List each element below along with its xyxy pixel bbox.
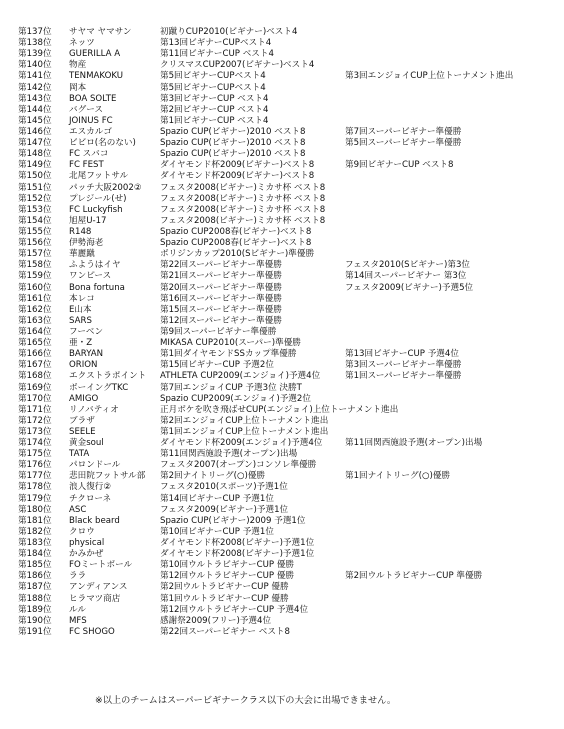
achievement-primary: Spazio CUP(ビギナー)2010 ベスト8 bbox=[160, 138, 306, 149]
team-name: ルル bbox=[69, 604, 86, 615]
ranking-row bbox=[0, 271, 564, 282]
team-name: アンディアンス bbox=[69, 582, 128, 593]
achievement-primary: 第13回ビギナーCUPベスト4 bbox=[160, 38, 272, 49]
team-name: パッチ大阪2002② bbox=[69, 182, 142, 193]
achievement-primary: 第1回ダイヤモンドSSカップ準優勝 bbox=[160, 349, 297, 360]
achievement-primary: 第10回ウルトラビギナーCUP 優勝 bbox=[160, 560, 295, 571]
team-name: physical bbox=[69, 538, 105, 549]
rank-label: 第147位 bbox=[18, 138, 52, 149]
ranking-row bbox=[0, 549, 564, 560]
rank-label: 第182位 bbox=[18, 526, 52, 537]
achievement-primary: 初蹴りCUP2010(ビギナー)ベスト4 bbox=[160, 27, 298, 37]
team-name: R148 bbox=[69, 226, 92, 237]
ranking-row bbox=[0, 383, 564, 394]
achievement-primary: フェスタ2008(ビギナー)ミカサ杯 ベスト8 bbox=[160, 193, 326, 204]
achievement-primary: フェスタ2010(スポーツ)予選1位 bbox=[160, 482, 288, 493]
rank-label: 第154位 bbox=[18, 215, 52, 226]
rank-label: 第159位 bbox=[18, 271, 52, 282]
achievement-primary: フェスタ2008(ビギナー)ミカサ杯 ベスト8 bbox=[160, 204, 326, 215]
rank-label: 第173位 bbox=[18, 426, 52, 437]
achievement-primary: 第12回スーパービギナー準優勝 bbox=[160, 315, 282, 326]
achievement-primary: 第12回ウルトラビギナーCUP 優勝 bbox=[160, 571, 295, 582]
team-name: SEELE bbox=[69, 426, 96, 437]
achievement-primary: ボリジンカップ2010(Sビギナー)準優勝 bbox=[160, 249, 315, 260]
ranking-row bbox=[0, 582, 564, 593]
ranking-row bbox=[0, 71, 564, 82]
achievement-secondary: フェスタ2009(ビギナー)予選5位 bbox=[345, 282, 474, 293]
ranking-row bbox=[0, 438, 564, 449]
team-name: ORION bbox=[69, 360, 98, 371]
team-name: ボーイングTKC bbox=[69, 382, 129, 393]
achievement-primary: ダイヤモンド杯2009(ビギナー)ベスト8 bbox=[160, 160, 315, 171]
rank-label: 第139位 bbox=[18, 49, 52, 60]
achievement-primary: 第16回スーパービギナー準優勝 bbox=[160, 293, 282, 304]
achievement-primary: 第9回スーパービギナー準優勝 bbox=[160, 326, 277, 337]
achievement-primary: Spazio CUP(ビギナー)2009 予選1位 bbox=[160, 515, 306, 526]
rank-label: 第165位 bbox=[18, 338, 52, 349]
team-name: 本レコ bbox=[69, 293, 95, 304]
achievement-primary: 第22回スーパービギナー準優勝 bbox=[160, 260, 282, 271]
ranking-row bbox=[0, 94, 564, 105]
achievement-primary: 第20回スーパービギナー準優勝 bbox=[160, 282, 282, 293]
rank-label: 第158位 bbox=[18, 260, 52, 271]
ranking-row bbox=[0, 460, 564, 471]
ranking-row bbox=[0, 60, 564, 71]
rank-label: 第179位 bbox=[18, 493, 52, 504]
team-name: E山本 bbox=[69, 304, 92, 315]
achievement-primary: ダイヤモンド杯2009(ビギナー)ベスト8 bbox=[160, 171, 315, 182]
rank-label: 第167位 bbox=[18, 360, 52, 371]
rank-label: 第169位 bbox=[18, 382, 52, 393]
team-name: BOA SOLTE bbox=[69, 93, 117, 104]
achievement-primary: Spazio CUP2008春(ビギナー)ベスト8 bbox=[160, 226, 312, 237]
achievement-primary: Spazio CUP(ビギナー)2010 ベスト8 bbox=[160, 149, 306, 160]
achievement-secondary: 第1回ナイトリーグ(○)優勝 bbox=[345, 471, 451, 482]
team-name: FC スバコ bbox=[69, 149, 109, 160]
rank-label: 第174位 bbox=[18, 438, 52, 449]
ranking-row bbox=[0, 138, 564, 149]
achievement-secondary: 第1回スーパービギナー準優勝 bbox=[345, 371, 462, 382]
rank-label: 第144位 bbox=[18, 104, 52, 115]
ranking-row bbox=[0, 371, 564, 382]
rank-label: 第186位 bbox=[18, 571, 52, 582]
team-name: 旭屋U-17 bbox=[69, 215, 107, 226]
achievement-primary: 第1回エンジョイCUP上位トーナメント進出 bbox=[160, 426, 329, 437]
rank-label: 第142位 bbox=[18, 82, 52, 93]
team-name: バグース bbox=[69, 104, 103, 115]
achievement-primary: 第12回ウルトラビギナーCUP 予選4位 bbox=[160, 604, 309, 615]
team-name: 伊勢海老 bbox=[69, 238, 104, 249]
achievement-primary: 第11回関西施設予選(オープン)出場 bbox=[160, 449, 298, 460]
achievement-primary: 第10回ビギナーCUP 予選1位 bbox=[160, 526, 274, 537]
ranking-row bbox=[0, 405, 564, 416]
rank-label: 第145位 bbox=[18, 115, 52, 126]
achievement-primary: フェスタ2009(ビギナー)予選1位 bbox=[160, 504, 289, 515]
ranking-row bbox=[0, 194, 564, 205]
rank-label: 第152位 bbox=[18, 193, 52, 204]
ranking-row bbox=[0, 505, 564, 516]
rank-label: 第161位 bbox=[18, 293, 52, 304]
ranking-row bbox=[0, 627, 564, 638]
team-name: クロウ bbox=[69, 526, 95, 537]
ranking-row bbox=[0, 116, 564, 127]
footer-note: ※以上のチームはスーパービギナークラス以下の大会に出場できません。 bbox=[95, 695, 397, 706]
ranking-row bbox=[0, 560, 564, 571]
rank-label: 第166位 bbox=[18, 349, 52, 360]
ranking-row bbox=[0, 183, 564, 194]
team-name: BARYAN bbox=[69, 349, 104, 360]
team-name: JOINUS FC bbox=[69, 115, 113, 126]
team-name: ブラザ bbox=[69, 415, 95, 426]
team-name: AMIGO bbox=[69, 393, 99, 404]
achievement-primary: 第14回ビギナーCUP 予選1位 bbox=[160, 493, 274, 504]
ranking-row bbox=[0, 216, 564, 227]
rank-label: 第172位 bbox=[18, 415, 52, 426]
team-name: Bona fortuna bbox=[69, 282, 125, 293]
team-name: 岡本 bbox=[69, 82, 87, 93]
rank-label: 第181位 bbox=[18, 515, 52, 526]
achievement-primary: 第22回スーパービギナー ベスト8 bbox=[160, 626, 290, 637]
team-name: ヒラマツ商店 bbox=[69, 593, 121, 604]
team-name: 黄金soul bbox=[69, 438, 104, 449]
rank-label: 第138位 bbox=[18, 38, 52, 49]
ranking-row bbox=[0, 594, 564, 605]
ranking-row bbox=[0, 160, 564, 171]
ranking-row bbox=[0, 27, 564, 38]
team-name: MFS bbox=[69, 615, 87, 626]
team-name: ワンピース bbox=[69, 271, 112, 282]
team-name: ララ bbox=[69, 571, 87, 582]
rank-label: 第143位 bbox=[18, 93, 52, 104]
team-name: ネッツ bbox=[69, 38, 95, 49]
rank-label: 第175位 bbox=[18, 449, 52, 460]
rank-label: 第190位 bbox=[18, 615, 52, 626]
achievement-primary: ダイヤモンド杯2009(エンジョイ)予選4位 bbox=[160, 438, 323, 449]
team-name: GUERILLA A bbox=[69, 49, 121, 60]
team-name: リノバティオ bbox=[69, 404, 119, 415]
team-name: サヤマ ヤマサン bbox=[69, 27, 132, 37]
team-name: 浪人復行② bbox=[69, 482, 112, 493]
rank-label: 第187位 bbox=[18, 582, 52, 593]
achievement-primary: 第2回エンジョイCUP上位トーナメント進出 bbox=[160, 415, 329, 426]
rank-label: 第157位 bbox=[18, 249, 52, 260]
ranking-row bbox=[0, 83, 564, 94]
rank-label: 第191位 bbox=[18, 626, 52, 637]
team-name: FC Luckyfish bbox=[69, 204, 123, 215]
achievement-secondary: 第7回スーパービギナー準優勝 bbox=[345, 126, 462, 137]
achievement-primary: 第1回ビギナーCUP ベスト4 bbox=[160, 115, 269, 126]
team-name: エスカルゴ bbox=[69, 126, 112, 137]
achievement-primary: ATHLETA CUP2009(エンジョイ)予選4位 bbox=[160, 371, 321, 382]
achievement-secondary: 第3回エンジョイCUP上位トーナメント進出 bbox=[345, 71, 514, 82]
team-name: TATA bbox=[69, 449, 90, 460]
ranking-row bbox=[0, 449, 564, 460]
achievement-primary: 第2回ナイトリーグ(○)優勝 bbox=[160, 471, 266, 482]
ranking-row bbox=[0, 49, 564, 60]
ranking-row bbox=[0, 149, 564, 160]
team-name: 物産 bbox=[69, 60, 87, 71]
achievement-primary: 第11回ビギナーCUP ベスト4 bbox=[160, 49, 274, 60]
rank-label: 第155位 bbox=[18, 226, 52, 237]
achievement-primary: 第15回ビギナーCUP 予選2位 bbox=[160, 360, 274, 371]
rank-label: 第137位 bbox=[18, 27, 52, 37]
rank-label: 第168位 bbox=[18, 371, 52, 382]
achievement-primary: フェスタ2008(ビギナー)ミカサ杯 ベスト8 bbox=[160, 182, 326, 193]
rank-label: 第184位 bbox=[18, 549, 52, 560]
achievement-primary: 第1回ウルトラビギナーCUP 優勝 bbox=[160, 593, 289, 604]
rank-label: 第149位 bbox=[18, 160, 52, 171]
rank-label: 第153位 bbox=[18, 204, 52, 215]
ranking-row bbox=[0, 249, 564, 260]
rank-label: 第178位 bbox=[18, 482, 52, 493]
achievement-primary: フェスタ2007(オープン)コンソレ準優勝 bbox=[160, 460, 317, 471]
team-name: TENMAKOKU bbox=[69, 71, 124, 82]
rank-label: 第183位 bbox=[18, 538, 52, 549]
achievement-secondary: 第3回スーパービギナー準優勝 bbox=[345, 360, 462, 371]
ranking-row bbox=[0, 127, 564, 138]
ranking-row bbox=[0, 316, 564, 327]
achievement-secondary: 第5回スーパービギナー準優勝 bbox=[345, 138, 462, 149]
rank-label: 第141位 bbox=[18, 71, 52, 82]
achievement-secondary: 第9回ビギナーCUP ベスト8 bbox=[345, 160, 454, 171]
team-name: FC FEST bbox=[69, 160, 104, 171]
team-name: かみかぜ bbox=[69, 549, 104, 560]
rank-label: 第164位 bbox=[18, 326, 52, 337]
ranking-row bbox=[0, 616, 564, 627]
achievement-primary: MIKASA CUP2010(スーパー)準優勝 bbox=[160, 338, 301, 349]
ranking-row bbox=[0, 360, 564, 371]
achievement-primary: 正月ボケを吹き飛ばせCUP(エンジョイ)上位トーナメント進出 bbox=[160, 404, 399, 415]
achievement-primary: ダイヤモンド杯2008(ビギナー)予選1位 bbox=[160, 549, 315, 560]
ranking-row bbox=[0, 171, 564, 182]
achievement-primary: フェスタ2008(ビギナー)ミカサ杯 ベスト8 bbox=[160, 215, 326, 226]
achievement-primary: ダイヤモンド杯2008(ビギナー)予選1位 bbox=[160, 538, 315, 549]
achievement-primary: 感謝祭2009(フリー)予選4位 bbox=[160, 615, 272, 626]
team-name: チクローネ bbox=[69, 493, 112, 504]
achievement-secondary: 第13回ビギナーCUP 予選4位 bbox=[345, 349, 459, 360]
ranking-row bbox=[0, 283, 564, 294]
ranking-row bbox=[0, 494, 564, 505]
ranking-row bbox=[0, 338, 564, 349]
achievement-primary: Spazio CUP2009(エンジョイ)予選2位 bbox=[160, 393, 311, 404]
team-name: エクストラポイント bbox=[69, 371, 147, 382]
rank-label: 第185位 bbox=[18, 560, 52, 571]
rank-label: 第151位 bbox=[18, 182, 52, 193]
ranking-row bbox=[0, 471, 564, 482]
rank-label: 第176位 bbox=[18, 460, 52, 471]
ranking-list bbox=[0, 27, 564, 638]
rank-label: 第156位 bbox=[18, 238, 52, 249]
rank-label: 第162位 bbox=[18, 304, 52, 315]
ranking-row bbox=[0, 427, 564, 438]
achievement-secondary: 第11回関西施設予選(オープン)出場 bbox=[345, 438, 483, 449]
ranking-row bbox=[0, 227, 564, 238]
ranking-row bbox=[0, 294, 564, 305]
rank-label: 第177位 bbox=[18, 471, 52, 482]
ranking-row bbox=[0, 516, 564, 527]
ranking-row bbox=[0, 305, 564, 316]
team-name: プレジール(せ) bbox=[69, 193, 127, 204]
achievement-primary: 第7回エンジョイCUP 予選3位 決勝T bbox=[160, 382, 302, 393]
rank-label: 第188位 bbox=[18, 593, 52, 604]
achievement-primary: クリスマスCUP2007(ビギナー)ベスト4 bbox=[160, 60, 315, 71]
ranking-row bbox=[0, 394, 564, 405]
rank-label: 第170位 bbox=[18, 393, 52, 404]
rank-label: 第180位 bbox=[18, 504, 52, 515]
achievement-primary: 第2回ウルトラビギナーCUP 優勝 bbox=[160, 582, 289, 593]
ranking-row bbox=[0, 205, 564, 216]
team-name: ふようはイヤ bbox=[69, 260, 121, 271]
team-name: パロンドール bbox=[69, 460, 121, 471]
team-name: FOミートボール bbox=[69, 560, 133, 571]
ranking-row bbox=[0, 527, 564, 538]
rank-label: 第140位 bbox=[18, 60, 52, 71]
ranking-row bbox=[0, 605, 564, 616]
ranking-row bbox=[0, 238, 564, 249]
achievement-primary: 第15回スーパービギナー準優勝 bbox=[160, 304, 282, 315]
ranking-row bbox=[0, 105, 564, 116]
ranking-row bbox=[0, 327, 564, 338]
achievement-primary: Spazio CUP(ビギナー)2010 ベスト8 bbox=[160, 126, 306, 137]
rank-label: 第189位 bbox=[18, 604, 52, 615]
achievement-secondary: フェスタ2010(Sビギナー)第3位 bbox=[345, 260, 471, 271]
team-name: 北尾フットサル bbox=[69, 171, 129, 182]
team-name: ASC bbox=[69, 504, 87, 515]
team-name: フーベン bbox=[69, 326, 104, 337]
team-name: FC SHOGO bbox=[69, 626, 115, 637]
ranking-row bbox=[0, 416, 564, 427]
team-name: Black beard bbox=[69, 515, 120, 526]
rank-label: 第146位 bbox=[18, 126, 52, 137]
achievement-secondary: 第2回ウルトラビギナーCUP 準優勝 bbox=[345, 571, 483, 582]
team-name: 亜・Z bbox=[69, 338, 93, 349]
achievement-primary: Spazio CUP2008春(ビギナー)ベスト8 bbox=[160, 238, 312, 249]
team-name: 悲田院フットサル部 bbox=[69, 471, 146, 482]
team-name: SARS bbox=[69, 315, 92, 326]
achievement-primary: 第5回ビギナーCUPベスト4 bbox=[160, 82, 266, 93]
rank-label: 第171位 bbox=[18, 404, 52, 415]
ranking-row bbox=[0, 482, 564, 493]
rank-label: 第163位 bbox=[18, 315, 52, 326]
ranking-row bbox=[0, 260, 564, 271]
achievement-primary: 第21回スーパービギナー準優勝 bbox=[160, 271, 282, 282]
rank-label: 第150位 bbox=[18, 171, 52, 182]
rank-label: 第160位 bbox=[18, 282, 52, 293]
team-name: 華麗蹴 bbox=[69, 249, 95, 260]
ranking-row bbox=[0, 538, 564, 549]
ranking-row bbox=[0, 349, 564, 360]
achievement-primary: 第2回ビギナーCUP ベスト4 bbox=[160, 104, 269, 115]
team-name: ビビロ(名のない) bbox=[69, 138, 136, 149]
achievement-primary: 第3回ビギナーCUP ベスト4 bbox=[160, 93, 269, 104]
ranking-row bbox=[0, 38, 564, 49]
achievement-primary: 第5回ビギナーCUPベスト4 bbox=[160, 71, 266, 82]
achievement-secondary: 第14回スーパービギナー 第3位 bbox=[345, 271, 467, 282]
ranking-row bbox=[0, 571, 564, 582]
rank-label: 第148位 bbox=[18, 149, 52, 160]
